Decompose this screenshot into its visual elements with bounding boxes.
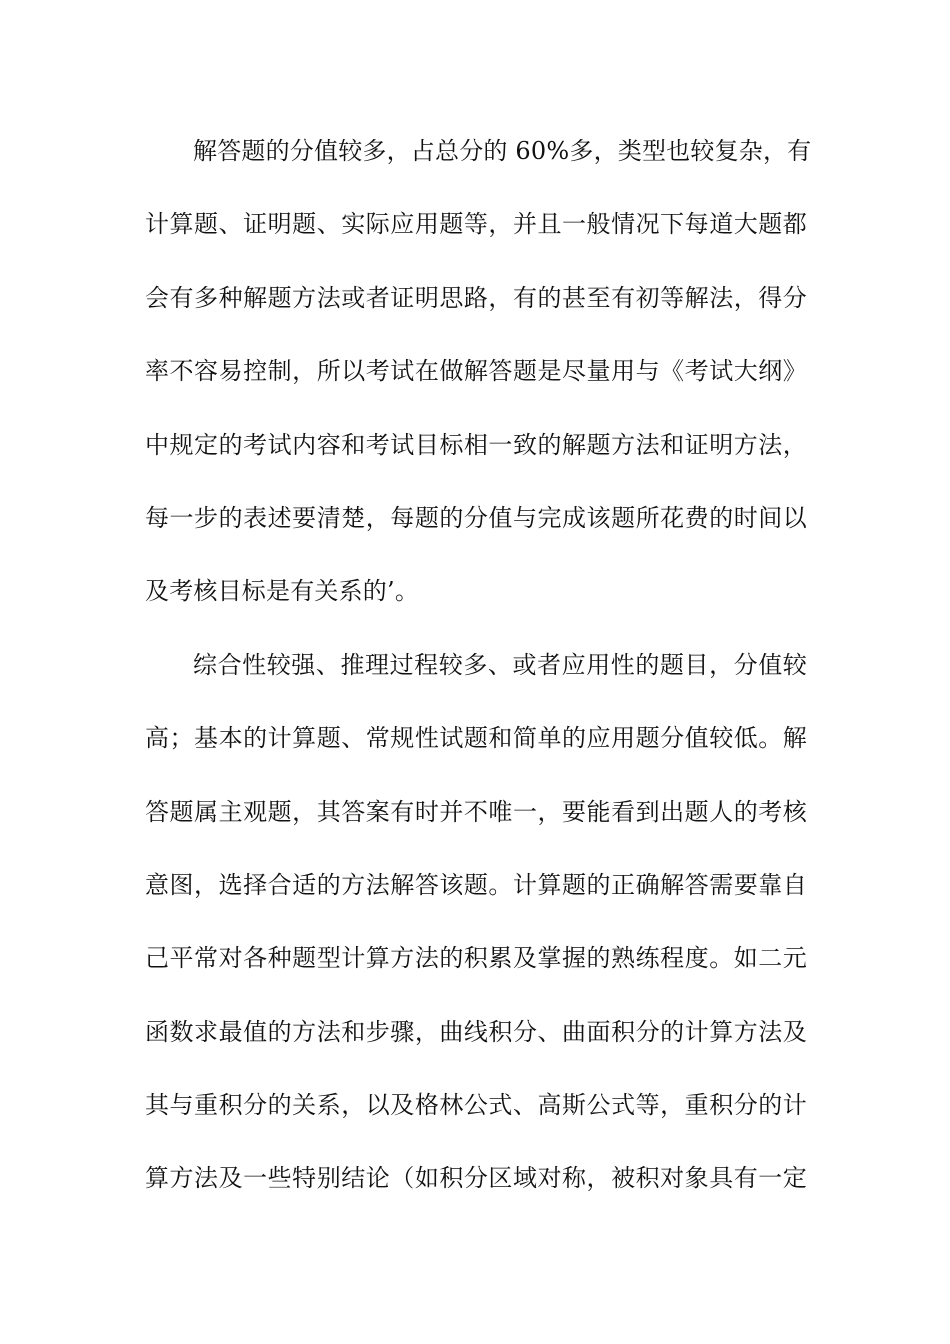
- paragraph-line: 答题属主观题，其答案有时并不唯一，要能看到出题人的考核: [145, 797, 807, 826]
- paragraph-line: 算方法及一些特别结论（如积分区域对称，被积对象具有一定: [145, 1164, 807, 1193]
- paragraph-line: 每一步的表述要清楚，每题的分值与完成该题所花费的时间以: [145, 503, 807, 532]
- paragraph-line: 其与重积分的关系，以及格林公式、高斯公式等，重积分的计: [145, 1091, 807, 1120]
- paragraph-line: 率不容易控制，所以考试在做解答题是尽量用与《考试大纲》: [145, 357, 807, 386]
- paragraph-2: [145, 642, 807, 1229]
- paragraph-line: 意图，选择合适的方法解答该题。计算题的正确解答需要靠自: [145, 870, 807, 899]
- paragraph-line: 己平常对各种题型计算方法的积累及掌握的熟练程度。如二元: [145, 944, 807, 973]
- paragraph-line: 综合性较强、推理过程较多、或者应用性的题目，分值较: [193, 650, 807, 679]
- paragraph-line: 函数求最值的方法和步骤，曲线积分、曲面积分的计算方法及: [145, 1017, 807, 1046]
- paragraph-line: 高；基本的计算题、常规性试题和简单的应用题分值较低。解: [145, 724, 807, 753]
- paragraph-1: [145, 128, 812, 642]
- paragraph-line: 解答题的分值较多，占总分的 60%多，类型也较复杂，有: [193, 137, 812, 165]
- paragraph-line: 中规定的考试内容和考试目标相一致的解题方法和证明方法，: [145, 430, 807, 459]
- paragraph-line: 计算题、证明题、实际应用题等，并且一般情况下每道大题都: [145, 210, 807, 239]
- document-body: [145, 128, 812, 1229]
- paragraph-line: 及考核目标是有关系的’。: [145, 577, 420, 606]
- paragraph-line: 会有多种解题方法或者证明思路，有的甚至有初等解法，得分: [145, 283, 807, 312]
